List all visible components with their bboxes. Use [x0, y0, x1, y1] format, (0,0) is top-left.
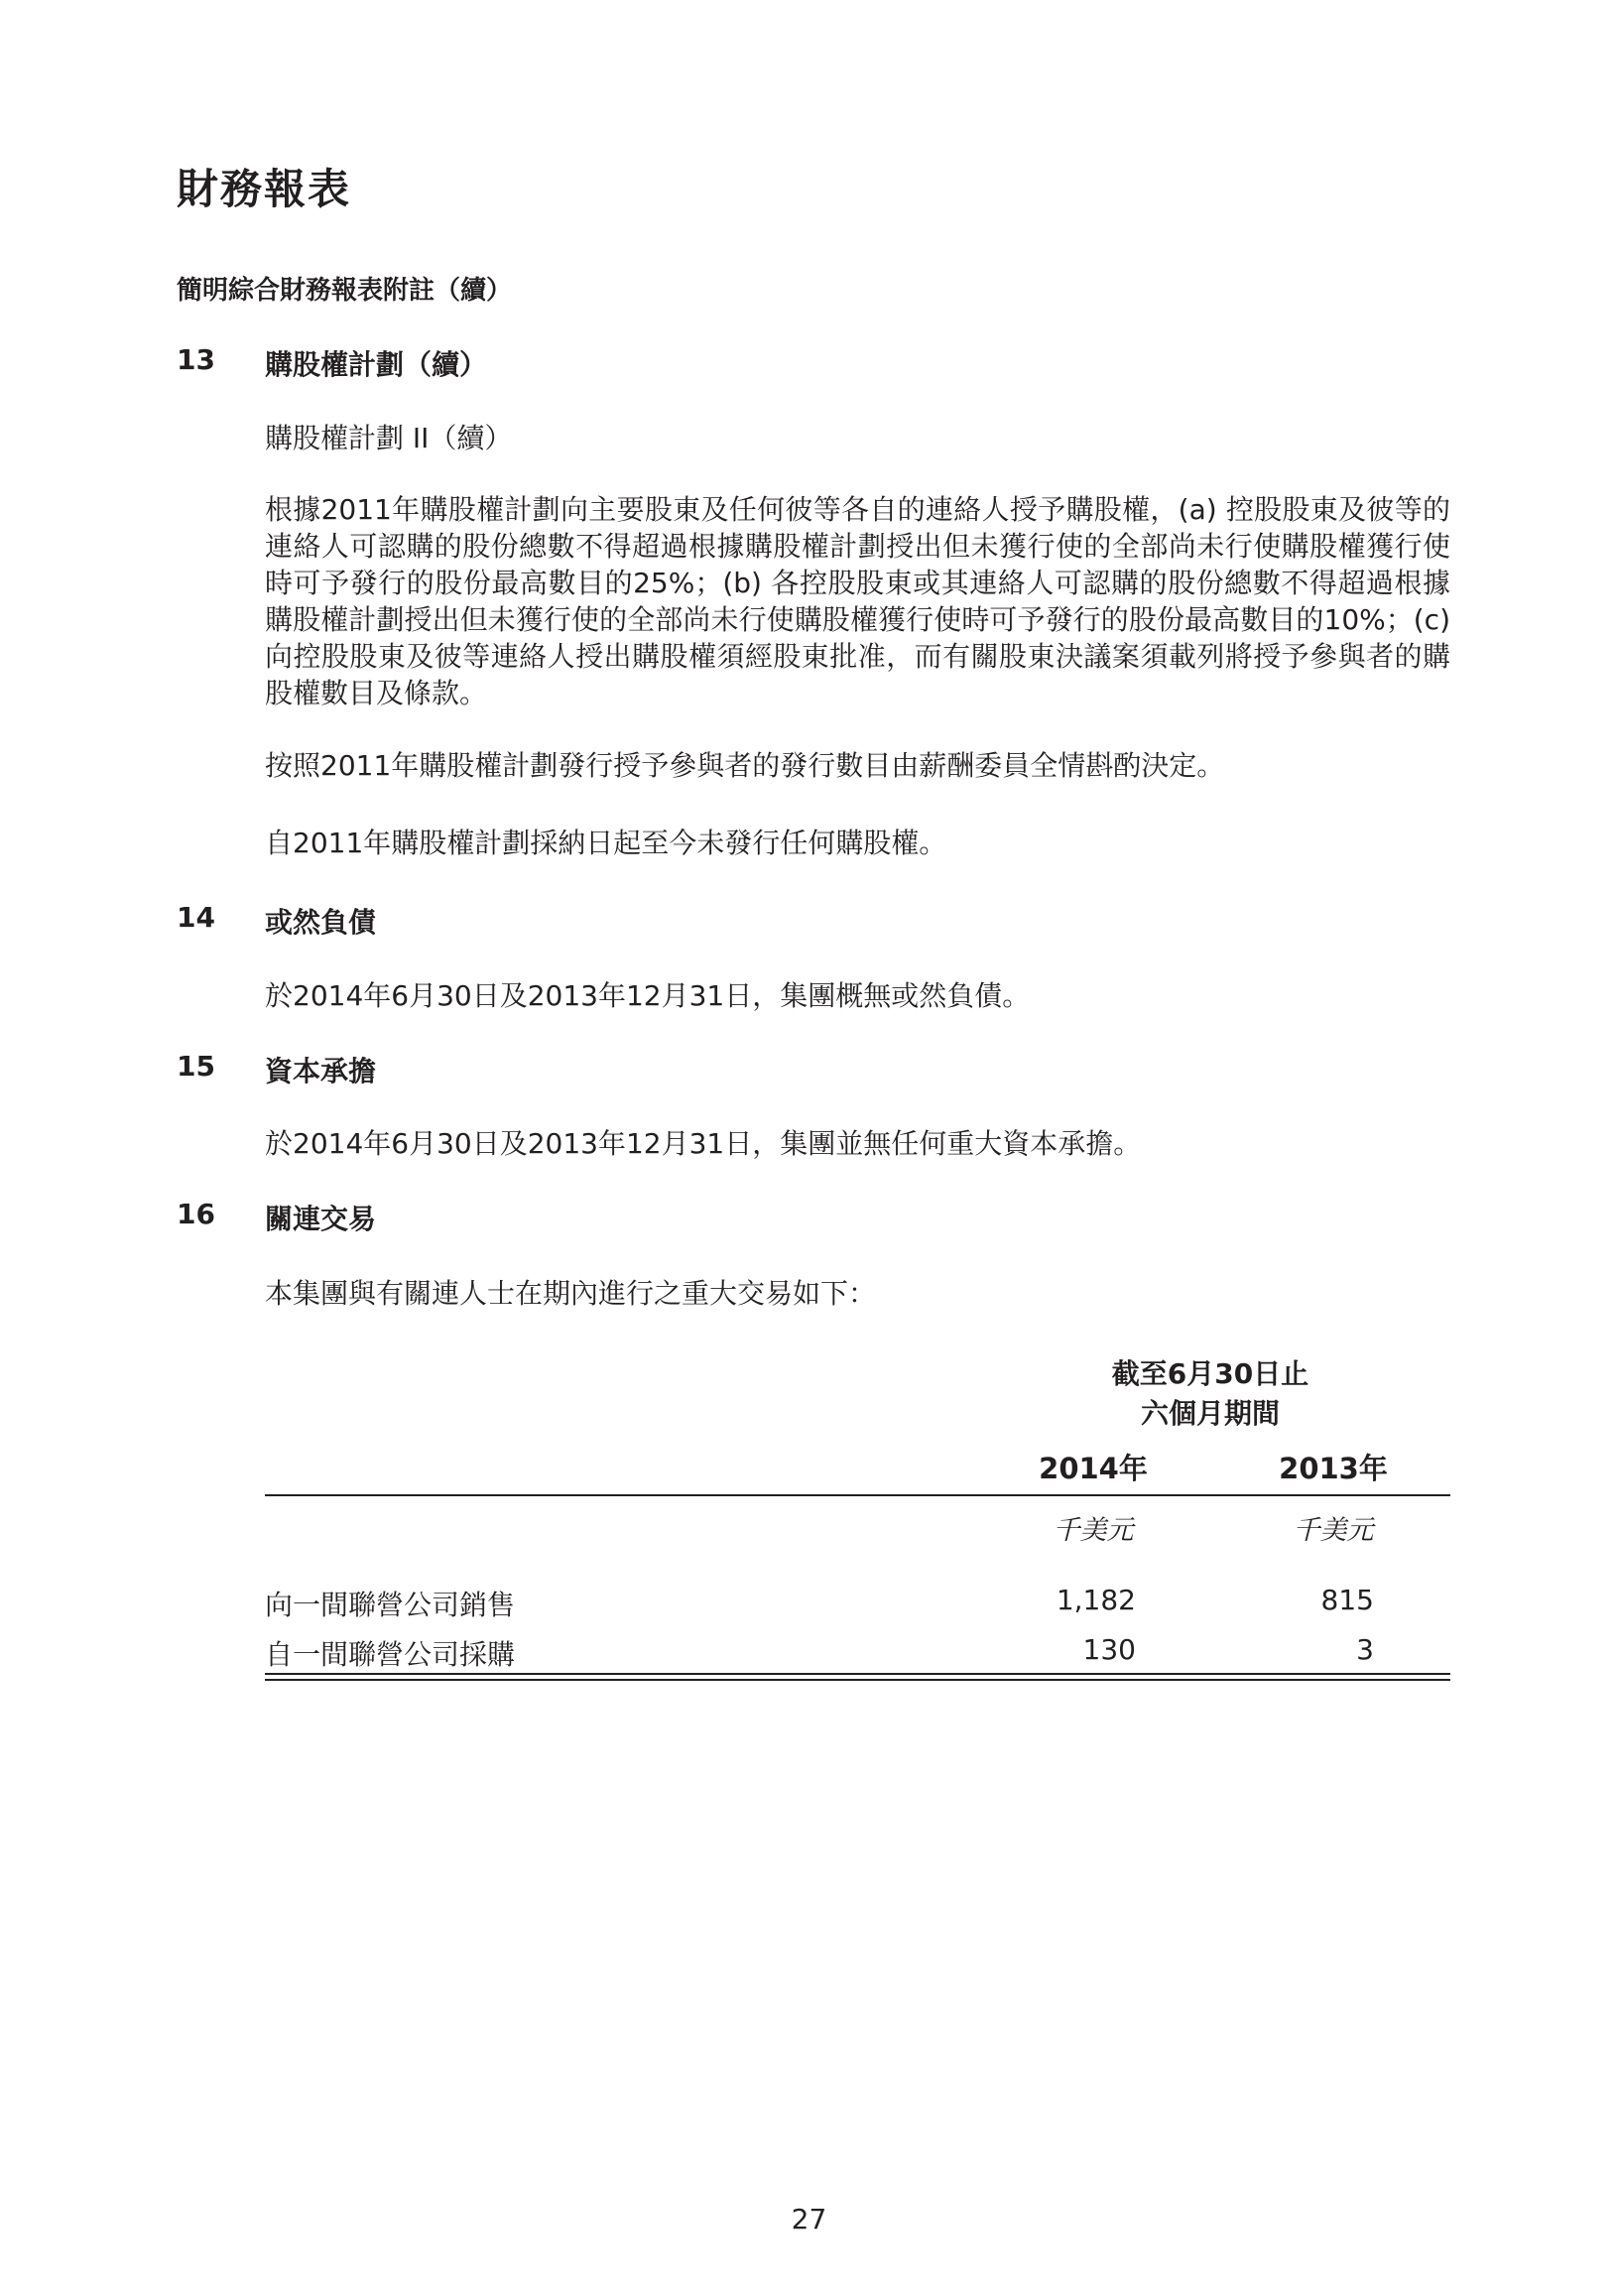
table-cell-2014: 130	[1082, 1633, 1136, 1666]
section-15-title: 資本承擔	[265, 1055, 377, 1087]
section-16-number: 16	[177, 1198, 215, 1230]
column-header-2014: 2014年	[1039, 1452, 1148, 1485]
section-15-text: 於2014年6月30日及2013年12月31日，集團並無任何重大資本承擔。	[265, 1127, 1142, 1160]
notes-subtitle: 簡明綜合財務報表附註（續）	[177, 276, 513, 306]
section-15-number: 15	[177, 1050, 215, 1083]
total-double-rule-top	[265, 1673, 1450, 1675]
table-row-label: 自一間聯營公司採購	[265, 1638, 516, 1671]
table-cell-2013: 815	[1320, 1584, 1374, 1616]
table-period-line-2: 六個月期間	[1140, 1397, 1280, 1430]
table-period-line-1: 截至6月30日止	[1111, 1357, 1309, 1390]
header-rule	[265, 1494, 1450, 1496]
page-title: 財務報表	[177, 165, 352, 213]
section-14-title: 或然負債	[265, 906, 377, 939]
section-13-subheading: 購股權計劃 II（續）	[265, 422, 513, 454]
section-13-title: 購股權計劃（續）	[265, 348, 488, 381]
section-13-paragraph-2: 按照2011年購股權計劃發行授予參與者的發行數目由薪酬委員全情斟酌決定。	[265, 749, 1225, 782]
section-16-title: 關連交易	[265, 1203, 377, 1235]
column-header-2013: 2013年	[1279, 1452, 1388, 1485]
section-13-paragraph-3: 自2011年購股權計劃採納日起至今未發行任何購股權。	[265, 827, 947, 859]
total-double-rule-bottom	[265, 1679, 1450, 1681]
section-13-paragraph-1: 根據2011年購股權計劃向主要股東及任何彼等各自的連絡人授予購股權，(a) 控股股東及彼等的連絡人可認購的股份總數不得超過根據購股權計劃授出但未獲行使的全部尚未行使購股權獲行使時可予發行的股份最高數目的25%；(b) 各控股股東或其連絡人可認購的股份總數不得超過根據購股權計劃授出但未獲行使的全部尚未行使購股權獲行使時可予發行的股份最高數目的10%；(c) 向控股股東及彼等連絡人授出購股權須經股東批准，而有關股東決議案須載列將授予參與者的購股權數目及條款。	[265, 493, 1450, 709]
unit-label-2014: 千美元	[1053, 1515, 1134, 1546]
page-number: 27	[791, 2203, 827, 2235]
section-14-number: 14	[177, 901, 215, 934]
section-14-text: 於2014年6月30日及2013年12月31日，集團概無或然負債。	[265, 979, 1031, 1012]
table-row-label: 向一間聯營公司銷售	[265, 1589, 516, 1621]
section-13-number: 13	[177, 343, 215, 376]
table-cell-2014: 1,182	[1056, 1584, 1136, 1616]
section-16-intro: 本集團與有關連人士在期內進行之重大交易如下：	[265, 1277, 877, 1310]
table-cell-2013: 3	[1356, 1633, 1374, 1666]
unit-label-2013: 千美元	[1293, 1515, 1374, 1546]
